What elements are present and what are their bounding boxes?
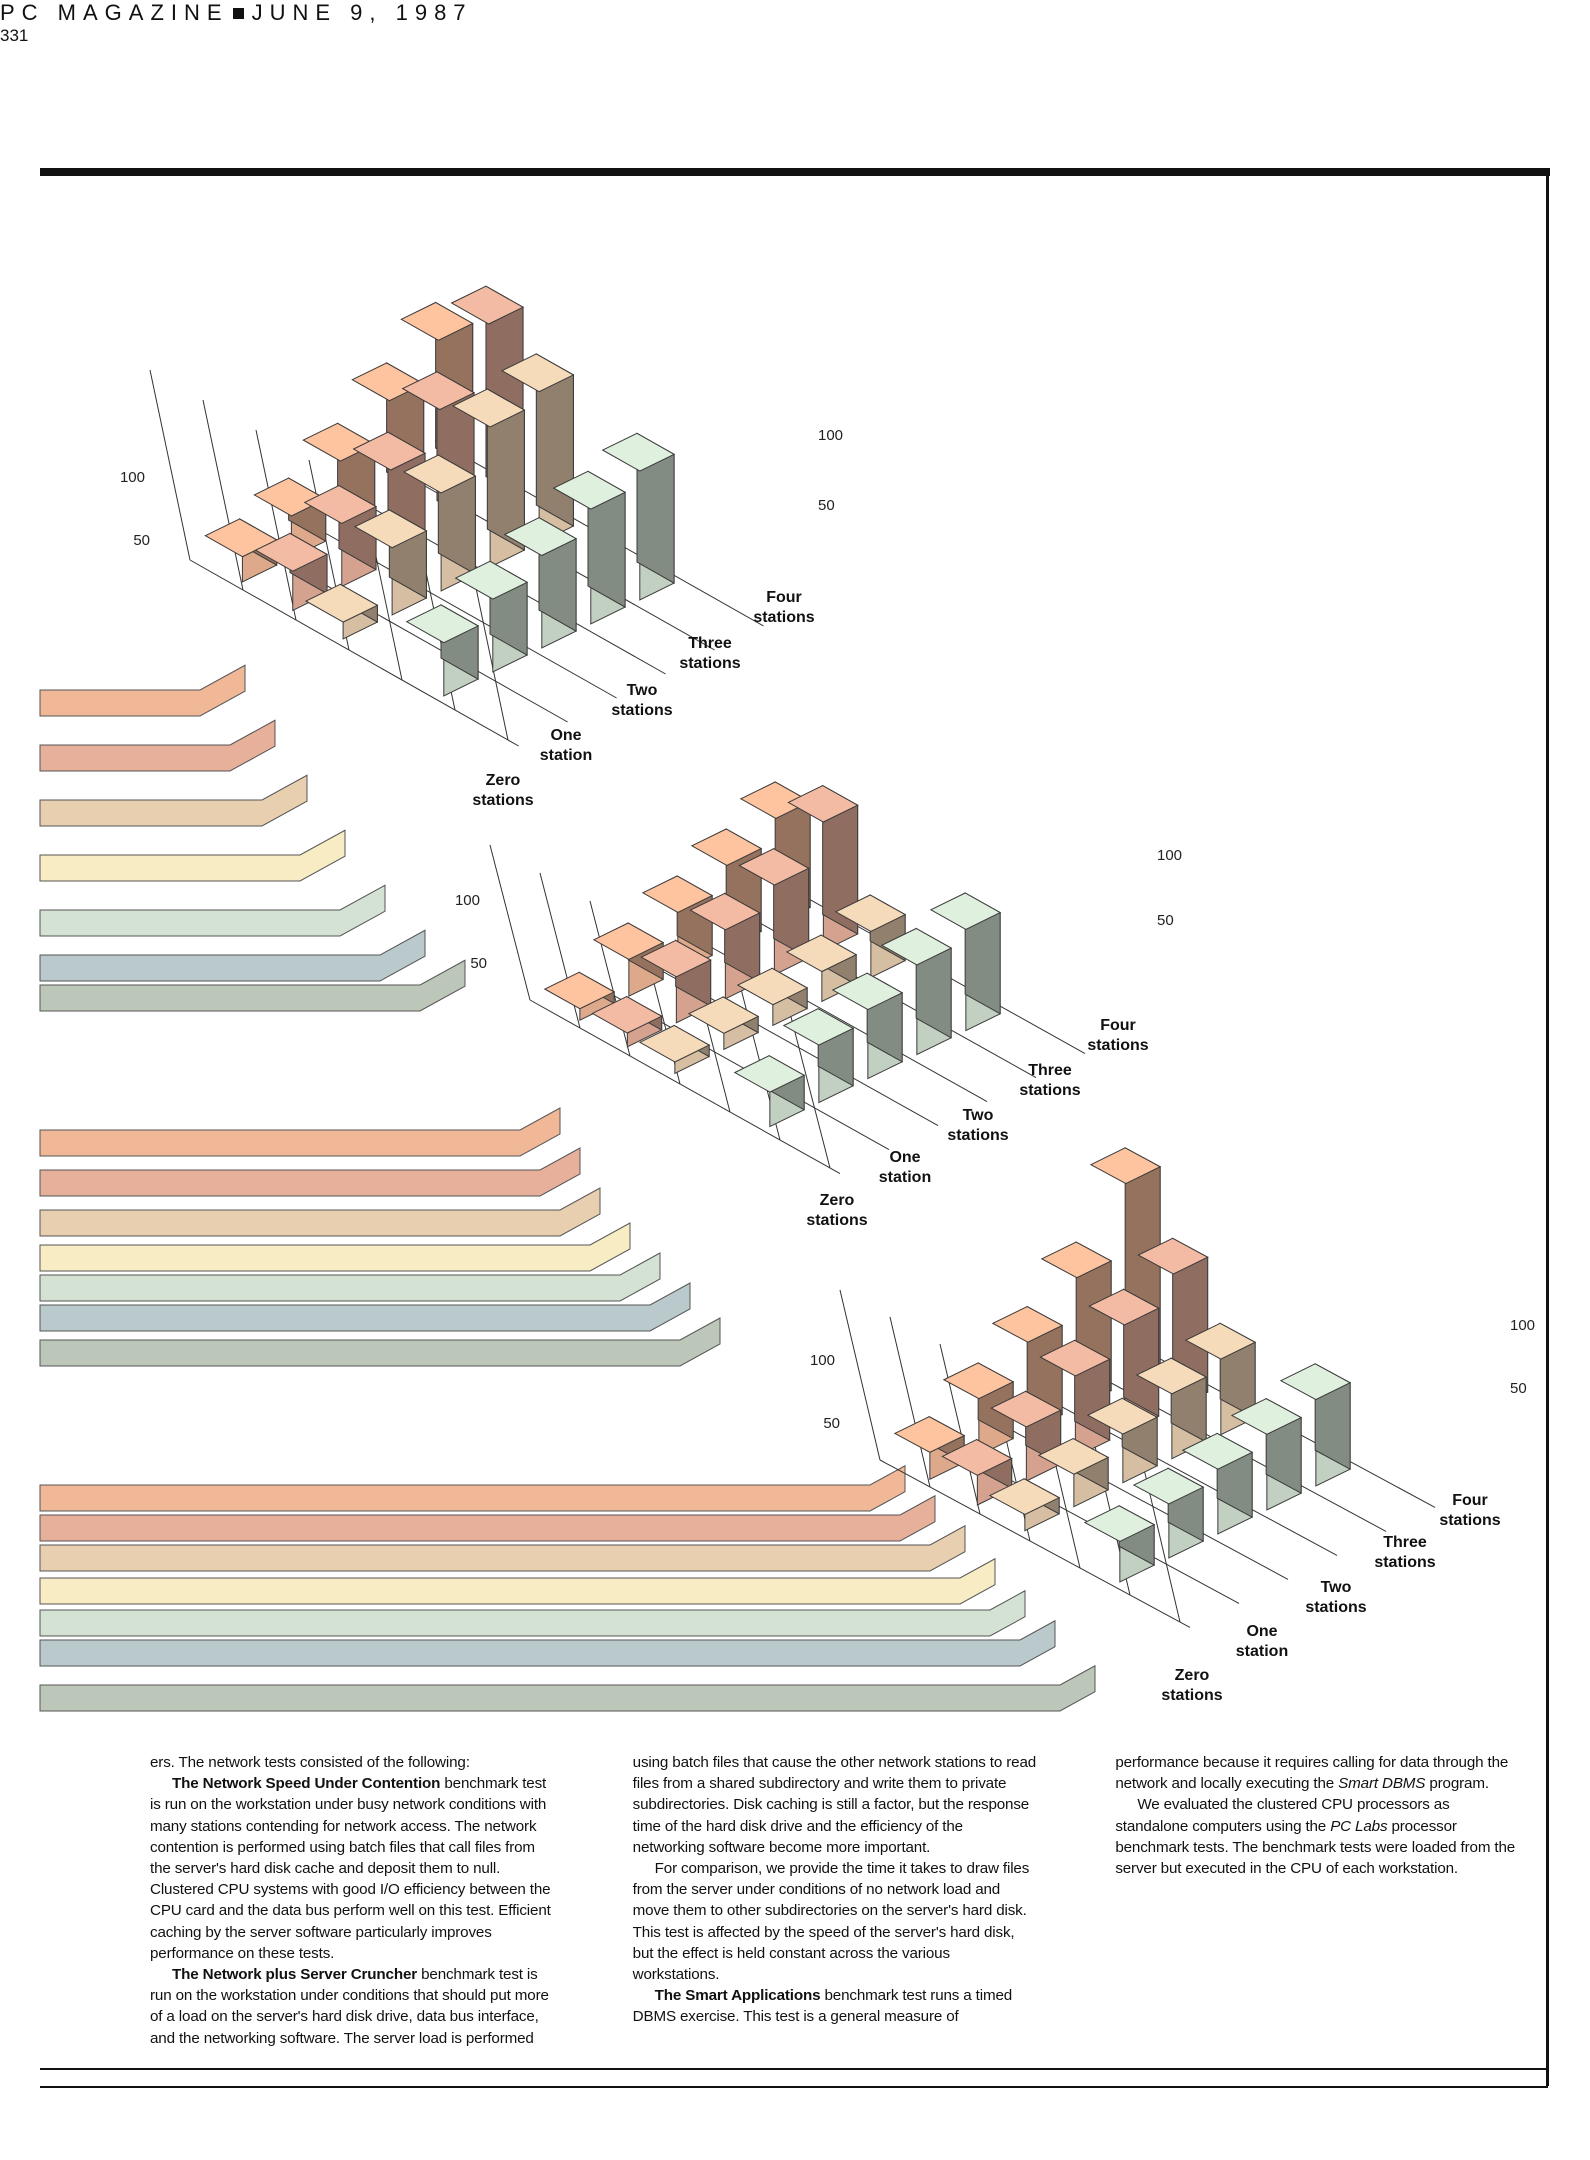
bottom-rule: [40, 2068, 1548, 2070]
footer-rule: [40, 2086, 1548, 2088]
station-label: One station: [1235, 1623, 1289, 1660]
ribbon-band: [40, 1666, 1095, 1711]
station-label: Four stations: [1087, 1017, 1149, 1054]
station-label: Four stations: [753, 589, 815, 626]
station-label: Four stations: [1439, 1492, 1501, 1529]
station-label: One station: [878, 1149, 932, 1186]
ribbon-band: [40, 1108, 560, 1156]
publication-name: PC MAGAZINE: [0, 0, 229, 25]
left-tick-label: 100: [809, 1352, 835, 1369]
article-paragraph: The Network plus Server Cruncher benchmark test is run on the workstation under conditions that should put more of a load on the server's hard disk drive, data bus interface, and the networking software. The server load is performed using batch files that cause the other network stations to read files from a shared subdirectory and write them to private subdirectories. Disk caching is still a factor, but the response time of the hard disk drive and the efficiency of the networking software become more important.: [150, 1754, 1037, 2047]
ribbon-band: [40, 930, 425, 981]
issue-date: JUNE 9, 1987: [251, 0, 473, 25]
station-label: Three stations: [1374, 1534, 1436, 1571]
ribbon-band: [40, 720, 275, 771]
grid-line: [150, 370, 190, 560]
article-paragraph: We evaluated the clustered CPU processors as standalone computers using the PC Labs processor benchmark tests. The benchmark tests were loaded from the server but executed in the CPU of each workstation.: [1115, 1796, 1516, 1878]
left-tick-label: 100: [119, 469, 145, 486]
grid-line: [203, 400, 243, 590]
right-tick-label: 50: [818, 497, 835, 514]
ribbon-band: [40, 665, 245, 716]
right-tick-label: 100: [1157, 847, 1183, 864]
left-tick-label: 50: [470, 955, 487, 972]
page-number: 331: [0, 26, 29, 45]
ribbon-band: [40, 830, 345, 881]
grid-line: [840, 1290, 880, 1460]
right-tick-label: 100: [818, 427, 844, 444]
grid-line: [590, 901, 630, 1056]
article-paragraph: ers. The network tests consisted of the following:: [150, 1754, 470, 1771]
right-tick-label: 50: [1157, 912, 1174, 929]
left-tick-label: 50: [823, 1415, 840, 1432]
grid-line: [256, 430, 296, 620]
ribbon-band: [40, 1466, 905, 1511]
station-label: One station: [539, 727, 593, 764]
station-label: Two stations: [947, 1107, 1009, 1144]
station-label: Two stations: [611, 682, 673, 719]
article-paragraph: The Smart Applications benchmark test runs a timed DBMS exercise. This test is a general measure of performance because it requires calling for data through the network and locally executing the Smart DBMS program.: [632, 1754, 1509, 2026]
article-paragraph: The Network Speed Under Contention benchmark test is run on the workstation under busy network conditions with many stations contending for network access. The network contention is performed using batch files that call files from the server's hard disk cache and deposit them to null. Clustered CPU systems with good I/O efficiency between the CPU card and the data bus perform well on this test. Efficient caching by the server software particularly improves performance on these tests.: [150, 1775, 551, 1962]
station-label: Zero stations: [1161, 1667, 1223, 1704]
right-tick-label: 100: [1510, 1317, 1536, 1334]
right-tick-label: 50: [1510, 1380, 1527, 1397]
station-label: Zero stations: [806, 1192, 868, 1229]
grid-line: [490, 845, 530, 1000]
article-body: [150, 1752, 1520, 2062]
station-label: Two stations: [1305, 1579, 1367, 1616]
station-label: Three stations: [1019, 1062, 1081, 1099]
station-label: Zero stations: [472, 772, 534, 809]
ribbon-band: [40, 775, 307, 826]
left-tick-label: 50: [133, 532, 150, 549]
left-tick-label: 100: [454, 892, 480, 909]
article-paragraph: For comparison, we provide the time it takes to draw files from the server under conditions of no network load and move them to other subdirectories on the server's hard disk. This test is affected by the speed of the server's hard disk, but the effect is held constant across the various workstations.: [632, 1860, 1030, 1984]
ribbon-band: [40, 885, 385, 936]
station-label: Three stations: [679, 635, 741, 672]
grid-line: [890, 1317, 930, 1487]
